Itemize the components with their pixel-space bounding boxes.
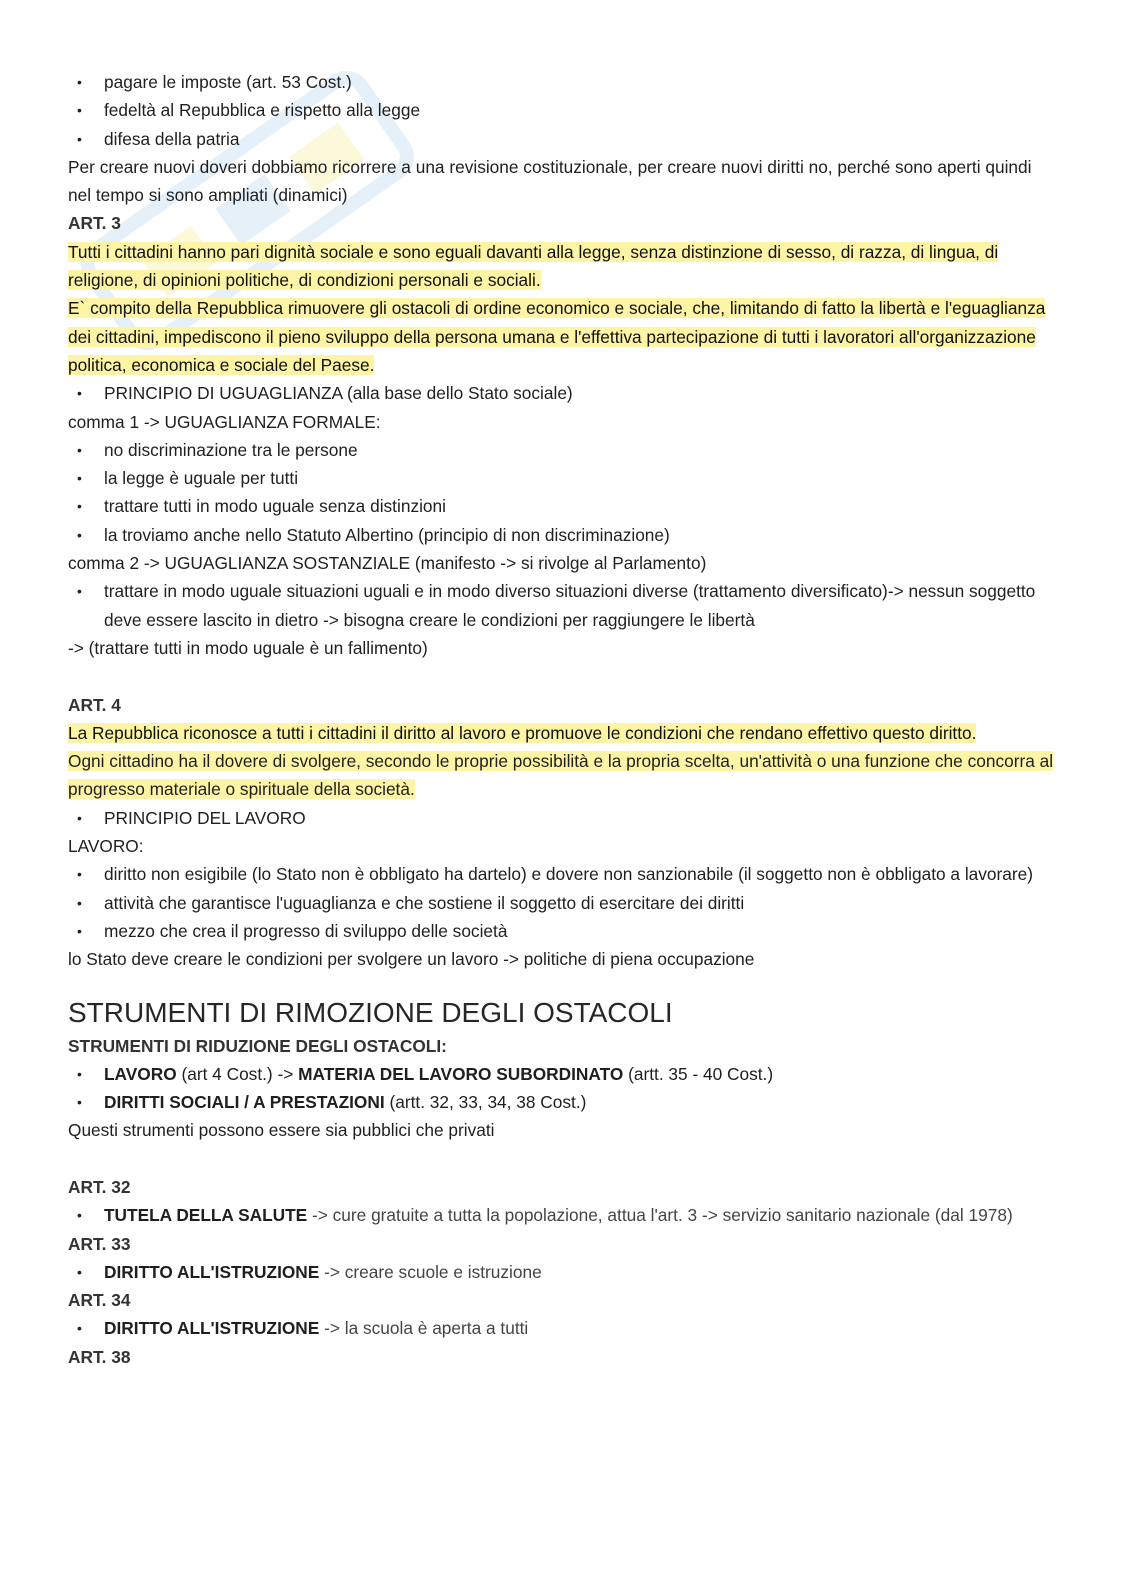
art38-title: ART. 38 bbox=[68, 1346, 131, 1367]
item-text: (artt. 32, 33, 34, 38 Cost.) bbox=[384, 1092, 587, 1113]
lavoro-label: LAVORO: bbox=[68, 836, 144, 857]
item-text: -> la scuola è aperta a tutti bbox=[319, 1318, 529, 1339]
stato-paragraph: lo Stato deve creare le condizioni per svolgere un lavoro -> politiche di piena occupazione bbox=[68, 949, 755, 970]
doveri-paragraph: Per creare nuovi doveri dobbiamo ricorrere a una revisione costituzionale, per creare nuovi diritti no, perché sono aperti quindi nel tempo si sono ampliati (dinamici) bbox=[68, 156, 1032, 206]
item-bold: DIRITTO ALL'ISTRUZIONE bbox=[104, 1318, 320, 1339]
list-item: • trattare tutti in modo uguale senza distinzioni bbox=[68, 492, 1058, 520]
item-bold: DIRITTI SOCIALI / A PRESTAZIONI bbox=[104, 1092, 385, 1113]
item-text: -> creare scuole e istruzione bbox=[319, 1261, 542, 1282]
art3-title: ART. 3 bbox=[68, 213, 121, 234]
list-item: • fedeltà al Repubblica e rispetto alla legge bbox=[68, 96, 1058, 124]
art4-principio: • PRINCIPIO DEL LAVORO bbox=[68, 804, 1058, 832]
list-item bbox=[68, 1201, 1058, 1229]
section-subheading: STRUMENTI DI RIDUZIONE DEGLI OSTACOLI: bbox=[68, 1035, 447, 1056]
art3-comma2-highlight: E` compito della Repubblica rimuovere gli ostacoli di ordine economico e sociale, che, limitando di fatto la libertà e l'eguaglianza dei cittadini, impediscono il pieno sviluppo della persona umana e l'effettiva partecipazione di tutti i lavoratori all'organizzazione politica, economica e sociale del Paese. bbox=[68, 298, 1046, 375]
art34-title: ART. 34 bbox=[68, 1290, 131, 1311]
comma2-label: comma 2 -> UGUAGLIANZA SOSTANZIALE (manifesto -> si rivolge al Parlamento) bbox=[68, 553, 707, 574]
list-item: • mezzo che crea il progresso di sviluppo delle società bbox=[68, 917, 1058, 945]
art4-title: ART. 4 bbox=[68, 694, 121, 715]
item-bold: MATERIA DEL LAVORO SUBORDINATO bbox=[298, 1063, 624, 1084]
list-item: • pagare le imposte (art. 53 Cost.) bbox=[68, 68, 1058, 96]
section-note: Questi strumenti possono essere sia pubblici che privati bbox=[68, 1120, 495, 1141]
list-item: • diritto non esigibile (lo Stato non è obbligato ha dartelo) e dovere non sanzionabile (il soggetto non è obbligato a lavorare) bbox=[68, 860, 1058, 888]
document-page bbox=[68, 68, 1058, 1371]
item-bold: TUTELA DELLA SALUTE bbox=[104, 1205, 308, 1226]
item-text: -> cure gratuite a tutta la popolazione, attua l'art. 3 -> servizio sanitario nazionale (dal 1978) bbox=[307, 1205, 1013, 1226]
list-item bbox=[68, 1060, 1058, 1088]
item-text: (artt. 35 - 40 Cost.) bbox=[623, 1063, 774, 1084]
art3-comma1-highlight: Tutti i cittadini hanno pari dignità sociale e sono eguali davanti alla legge, senza distinzione di sesso, di razza, di lingua, di religione, di opinioni politiche, di condizioni personali e sociali. bbox=[68, 241, 999, 291]
item-bold: LAVORO bbox=[104, 1063, 177, 1084]
list-item: • no discriminazione tra le persone bbox=[68, 436, 1058, 464]
art32-title: ART. 32 bbox=[68, 1176, 131, 1197]
art4-comma1-highlight: La Repubblica riconosce a tutti i cittadini il diritto al lavoro e promuove le condizioni che rendano effettivo questo diritto. bbox=[68, 722, 977, 743]
art33-title: ART. 33 bbox=[68, 1233, 131, 1254]
item-bold: DIRITTO ALL'ISTRUZIONE bbox=[104, 1261, 320, 1282]
list-item: • la troviamo anche nello Statuto Albertino (principio di non discriminazione) bbox=[68, 521, 1058, 549]
list-item: • trattare in modo uguale situazioni uguali e in modo diverso situazioni diverse (trattamento diversificato)-> nessun soggetto deve essere lascito in dietro -> bisogna creare le condizioni per raggiungere le libertà bbox=[68, 577, 1058, 634]
list-item bbox=[68, 1258, 1058, 1286]
list-item: • la legge è uguale per tutti bbox=[68, 464, 1058, 492]
list-item: • attività che garantisce l'uguaglianza e che sostiene il soggetto di esercitare dei diritti bbox=[68, 889, 1058, 917]
fallimento-note: -> (trattare tutti in modo uguale è un fallimento) bbox=[68, 637, 428, 658]
list-item: • difesa della patria bbox=[68, 125, 1058, 153]
art4-comma2-highlight: Ogni cittadino ha il dovere di svolgere, secondo le proprie possibilità e la propria scelta, un'attività o una funzione che concorra al progresso materiale o spirituale della società. bbox=[68, 751, 1054, 800]
item-text: (art 4 Cost.) -> bbox=[176, 1063, 299, 1084]
list-item bbox=[68, 1088, 1058, 1116]
comma1-label: comma 1 -> UGUAGLIANZA FORMALE: bbox=[68, 411, 381, 432]
art3-principio: • PRINCIPIO DI UGUAGLIANZA (alla base dello Stato sociale) bbox=[68, 379, 1058, 407]
section-heading: STRUMENTI DI RIMOZIONE DEGLI OSTACOLI bbox=[68, 996, 673, 1028]
list-item bbox=[68, 1314, 1058, 1342]
